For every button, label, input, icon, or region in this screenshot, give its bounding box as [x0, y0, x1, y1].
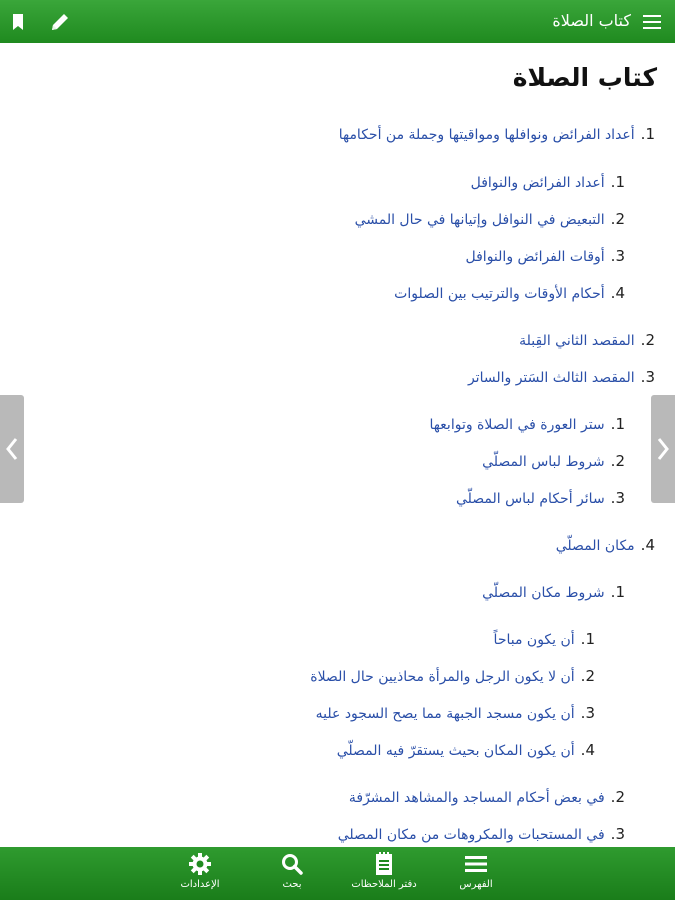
menu-icon-line — [643, 27, 661, 29]
bookmark-button[interactable] — [4, 8, 32, 36]
toc-link[interactable]: أوقات الفرائض والنوافل — [465, 249, 605, 265]
toc-item[interactable] — [355, 210, 625, 228]
toc-number: 2. — [610, 788, 625, 806]
toc-item[interactable] — [482, 452, 625, 470]
toc-link[interactable]: أعداد الفرائض والنوافل — [470, 175, 605, 191]
nav-search-button[interactable] — [252, 851, 332, 897]
toc-link[interactable]: شروط لباس المصلّي — [482, 454, 605, 470]
toc-item[interactable] — [394, 284, 625, 302]
list-icon — [463, 851, 489, 877]
toc-number: 1. — [610, 415, 625, 433]
toc-link[interactable]: المقصد الثاني القِبلة — [519, 333, 635, 349]
toc-number: 1. — [610, 583, 625, 601]
toc-number: 2. — [640, 331, 655, 349]
previous-page-button[interactable] — [0, 395, 24, 503]
toc-item[interactable] — [338, 825, 625, 843]
menu-icon-line — [643, 21, 661, 23]
toc-link[interactable]: أن يكون المكان بحيث يستقرّ فيه المصلّي — [336, 743, 575, 759]
page-title: كتاب الصلاة — [512, 63, 657, 92]
next-page-button[interactable] — [651, 395, 675, 503]
gear-icon — [187, 851, 213, 877]
nav-settings-label: الإعدادات — [180, 879, 220, 890]
toc-item[interactable] — [429, 415, 625, 433]
chevron-right-icon — [656, 436, 670, 462]
app-bar-title: كتاب الصلاة — [552, 11, 631, 30]
nav-notebook-button[interactable] — [344, 851, 424, 897]
toc-item[interactable] — [316, 704, 595, 722]
toc-number: 4. — [610, 284, 625, 302]
toc-link[interactable]: مكان المصلّي — [555, 538, 635, 554]
toc-number: 2. — [580, 667, 595, 685]
toc-number: 4. — [580, 741, 595, 759]
toc-number: 1. — [640, 125, 655, 143]
search-icon — [279, 851, 305, 877]
nav-notebook-label: دفتر الملاحظات — [351, 879, 417, 890]
toc-link[interactable]: أن لا يكون الرجل والمرأة محاذيين حال الصلاة — [310, 669, 575, 685]
toc-item[interactable] — [349, 788, 625, 806]
toc-number: 3. — [610, 247, 625, 265]
toc-item[interactable] — [471, 173, 625, 191]
toc-item[interactable] — [310, 667, 595, 685]
toc-number: 3. — [610, 825, 625, 843]
toc-number: 4. — [640, 536, 655, 554]
toc-link[interactable]: في بعض أحكام المساجد والمشاهد المشرّفة — [348, 790, 605, 806]
top-app-bar — [0, 0, 675, 43]
toc-link[interactable]: ستر العورة في الصلاة وتوابعها — [429, 417, 605, 433]
toc-item[interactable] — [556, 536, 655, 554]
menu-button[interactable] — [639, 9, 665, 35]
toc-link[interactable]: أن يكون مسجد الجبهة مما يصح السجود عليه — [315, 706, 575, 722]
chevron-left-icon — [5, 436, 19, 462]
toc-item[interactable] — [337, 741, 595, 759]
bottom-nav-bar — [0, 847, 675, 900]
toc-link[interactable]: أن يكون مباحاً — [493, 632, 575, 648]
toc-item[interactable] — [519, 331, 655, 349]
toc-link[interactable]: سائر أحكام لباس المصلّي — [455, 491, 605, 507]
edit-button[interactable] — [46, 8, 74, 36]
toc-item[interactable] — [339, 125, 655, 143]
toc-number: 3. — [640, 368, 655, 386]
toc-item[interactable] — [466, 247, 625, 265]
toc-number: 3. — [610, 489, 625, 507]
toc-item[interactable] — [468, 368, 655, 386]
toc-link[interactable]: شروط مكان المصلّي — [482, 585, 605, 601]
toc-number: 1. — [580, 630, 595, 648]
menu-icon-line — [643, 15, 661, 17]
toc-link[interactable]: في المستحبات والمكروهات من مكان المصلي — [337, 827, 605, 843]
toc-link[interactable]: أعداد الفرائض ونوافلها ومواقيتها وجملة من أحكامها — [338, 127, 635, 143]
toc-item[interactable] — [494, 630, 595, 648]
toc-number: 3. — [580, 704, 595, 722]
toc-item[interactable] — [456, 489, 625, 507]
toc-item[interactable] — [482, 583, 625, 601]
notebook-icon — [371, 851, 397, 877]
toc-number: 1. — [610, 173, 625, 191]
toc-link[interactable]: التبعيض في النوافل وإتيانها في حال المشي — [354, 212, 605, 228]
bookmark-icon — [11, 13, 25, 31]
pencil-icon — [49, 11, 71, 33]
nav-index-label: الفهرس — [459, 879, 493, 890]
toc-link[interactable]: المقصد الثالث السَتر والساتر — [467, 370, 635, 386]
nav-settings-button[interactable] — [160, 851, 240, 897]
toc-number: 2. — [610, 452, 625, 470]
toc-link[interactable]: أحكام الأوقات والترتيب بين الصلوات — [394, 286, 605, 302]
nav-search-label: بحث — [282, 879, 302, 890]
nav-index-button[interactable] — [436, 851, 516, 897]
toc-number: 2. — [610, 210, 625, 228]
book-content — [0, 43, 675, 847]
